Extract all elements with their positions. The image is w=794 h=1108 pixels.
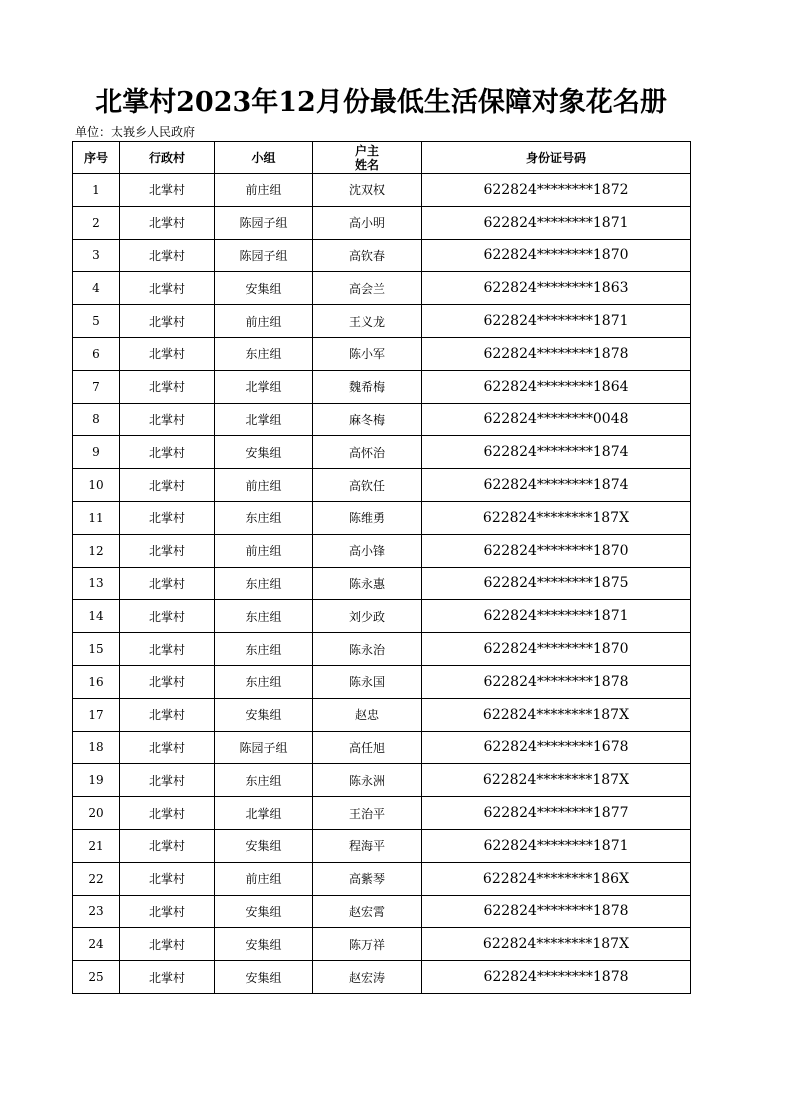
cell-name: 沈双权 xyxy=(313,174,422,207)
table-row xyxy=(73,731,691,764)
cell-name: 陈永国 xyxy=(313,665,422,698)
cell-village: 北掌村 xyxy=(120,436,215,469)
cell-id-number: 622824********187X xyxy=(422,698,691,731)
table-row xyxy=(73,764,691,797)
cell-village: 北掌村 xyxy=(120,272,215,305)
cell-id-number: 622824********1874 xyxy=(422,469,691,502)
cell-seq: 11 xyxy=(73,501,120,534)
table-row xyxy=(73,305,691,338)
cell-group: 陈园子组 xyxy=(215,239,313,272)
cell-seq: 21 xyxy=(73,829,120,862)
cell-village: 北掌村 xyxy=(120,665,215,698)
header-village: 行政村 xyxy=(120,142,215,174)
cell-village: 北掌村 xyxy=(120,829,215,862)
cell-village: 北掌村 xyxy=(120,403,215,436)
cell-village: 北掌村 xyxy=(120,337,215,370)
page-title: 北掌村2023年12月份最低生活保障对象花名册 xyxy=(95,87,667,118)
cell-group: 北掌组 xyxy=(215,797,313,830)
cell-name: 高钦春 xyxy=(313,239,422,272)
cell-seq: 22 xyxy=(73,862,120,895)
cell-village: 北掌村 xyxy=(120,764,215,797)
table-row xyxy=(73,206,691,239)
cell-group: 安集组 xyxy=(215,698,313,731)
cell-seq: 17 xyxy=(73,698,120,731)
table-row xyxy=(73,797,691,830)
cell-seq: 12 xyxy=(73,534,120,567)
cell-village: 北掌村 xyxy=(120,895,215,928)
cell-name: 陈永惠 xyxy=(313,567,422,600)
cell-village: 北掌村 xyxy=(120,698,215,731)
cell-group: 东庄组 xyxy=(215,764,313,797)
header-seq: 序号 xyxy=(73,142,120,174)
table-row xyxy=(73,567,691,600)
table-row xyxy=(73,961,691,994)
cell-name: 赵宏涛 xyxy=(313,961,422,994)
cell-name: 陈永治 xyxy=(313,633,422,666)
cell-village: 北掌村 xyxy=(120,305,215,338)
cell-group: 北掌组 xyxy=(215,403,313,436)
header-head-line1: 户主 xyxy=(354,143,379,158)
cell-group: 东庄组 xyxy=(215,501,313,534)
table-row xyxy=(73,928,691,961)
table-row xyxy=(73,665,691,698)
cell-id-number: 622824********187X xyxy=(422,501,691,534)
cell-id-number: 622824********1877 xyxy=(422,797,691,830)
cell-id-number: 622824********1863 xyxy=(422,272,691,305)
cell-seq: 1 xyxy=(73,174,120,207)
cell-id-number: 622824********1870 xyxy=(422,633,691,666)
cell-name: 陈小军 xyxy=(313,337,422,370)
cell-village: 北掌村 xyxy=(120,797,215,830)
cell-id-number: 622824********0048 xyxy=(422,403,691,436)
cell-name: 高钦任 xyxy=(313,469,422,502)
cell-seq: 13 xyxy=(73,567,120,600)
cell-id-number: 622824********187X xyxy=(422,764,691,797)
header-household-head xyxy=(313,142,422,174)
cell-name: 陈维勇 xyxy=(313,501,422,534)
table-row xyxy=(73,174,691,207)
cell-village: 北掌村 xyxy=(120,731,215,764)
cell-village: 北掌村 xyxy=(120,174,215,207)
cell-id-number: 622824********1870 xyxy=(422,534,691,567)
cell-group: 陈园子组 xyxy=(215,206,313,239)
cell-id-number: 622824********1878 xyxy=(422,961,691,994)
cell-village: 北掌村 xyxy=(120,469,215,502)
cell-name: 王义龙 xyxy=(313,305,422,338)
table-header-row xyxy=(73,142,691,174)
cell-group: 北掌组 xyxy=(215,370,313,403)
table-row xyxy=(73,829,691,862)
cell-group: 东庄组 xyxy=(215,665,313,698)
cell-seq: 7 xyxy=(73,370,120,403)
cell-name: 陈万祥 xyxy=(313,928,422,961)
cell-seq: 19 xyxy=(73,764,120,797)
cell-name: 麻冬梅 xyxy=(313,403,422,436)
header-group: 小组 xyxy=(215,142,313,174)
header-head-line2: 姓名 xyxy=(354,157,379,172)
cell-seq: 18 xyxy=(73,731,120,764)
table-row xyxy=(73,501,691,534)
cell-id-number: 622824********1874 xyxy=(422,436,691,469)
cell-seq: 20 xyxy=(73,797,120,830)
cell-name: 高小锋 xyxy=(313,534,422,567)
cell-name: 赵忠 xyxy=(313,698,422,731)
cell-group: 前庄组 xyxy=(215,534,313,567)
cell-group: 安集组 xyxy=(215,436,313,469)
cell-name: 程海平 xyxy=(313,829,422,862)
cell-group: 前庄组 xyxy=(215,862,313,895)
cell-group: 东庄组 xyxy=(215,567,313,600)
cell-seq: 14 xyxy=(73,600,120,633)
cell-name: 魏希梅 xyxy=(313,370,422,403)
table-row xyxy=(73,633,691,666)
table-row xyxy=(73,534,691,567)
cell-name: 高紫琴 xyxy=(313,862,422,895)
cell-name: 高会兰 xyxy=(313,272,422,305)
cell-village: 北掌村 xyxy=(120,501,215,534)
cell-group: 安集组 xyxy=(215,829,313,862)
cell-seq: 15 xyxy=(73,633,120,666)
table-row xyxy=(73,403,691,436)
cell-seq: 6 xyxy=(73,337,120,370)
cell-id-number: 622824********1871 xyxy=(422,206,691,239)
cell-seq: 3 xyxy=(73,239,120,272)
cell-group: 东庄组 xyxy=(215,633,313,666)
cell-id-number: 622824********1875 xyxy=(422,567,691,600)
cell-seq: 8 xyxy=(73,403,120,436)
table-body xyxy=(73,174,691,994)
cell-village: 北掌村 xyxy=(120,928,215,961)
cell-id-number: 622824********1872 xyxy=(422,174,691,207)
table-row xyxy=(73,895,691,928)
cell-group: 前庄组 xyxy=(215,469,313,502)
cell-village: 北掌村 xyxy=(120,633,215,666)
table-row xyxy=(73,239,691,272)
unit-label: 单位：太峩乡人民政府 xyxy=(75,125,196,139)
cell-group: 安集组 xyxy=(215,895,313,928)
cell-village: 北掌村 xyxy=(120,961,215,994)
table-row xyxy=(73,370,691,403)
cell-name: 刘少政 xyxy=(313,600,422,633)
cell-village: 北掌村 xyxy=(120,862,215,895)
cell-seq: 10 xyxy=(73,469,120,502)
cell-group: 东庄组 xyxy=(215,337,313,370)
table-row xyxy=(73,436,691,469)
cell-village: 北掌村 xyxy=(120,370,215,403)
cell-seq: 4 xyxy=(73,272,120,305)
cell-village: 北掌村 xyxy=(120,239,215,272)
cell-id-number: 622824********1871 xyxy=(422,305,691,338)
cell-name: 赵宏霄 xyxy=(313,895,422,928)
cell-group: 安集组 xyxy=(215,961,313,994)
table-row xyxy=(73,469,691,502)
cell-name: 高任旭 xyxy=(313,731,422,764)
cell-group: 安集组 xyxy=(215,928,313,961)
cell-village: 北掌村 xyxy=(120,206,215,239)
cell-village: 北掌村 xyxy=(120,567,215,600)
cell-seq: 16 xyxy=(73,665,120,698)
cell-id-number: 622824********1871 xyxy=(422,829,691,862)
cell-seq: 25 xyxy=(73,961,120,994)
cell-name: 高怀治 xyxy=(313,436,422,469)
cell-group: 前庄组 xyxy=(215,174,313,207)
cell-group: 陈园子组 xyxy=(215,731,313,764)
cell-id-number: 622824********1864 xyxy=(422,370,691,403)
cell-id-number: 622824********1871 xyxy=(422,600,691,633)
cell-seq: 2 xyxy=(73,206,120,239)
cell-name: 王治平 xyxy=(313,797,422,830)
cell-name: 高小明 xyxy=(313,206,422,239)
cell-seq: 5 xyxy=(73,305,120,338)
cell-seq: 9 xyxy=(73,436,120,469)
cell-id-number: 622824********1878 xyxy=(422,895,691,928)
cell-group: 前庄组 xyxy=(215,305,313,338)
table-row xyxy=(73,698,691,731)
cell-seq: 24 xyxy=(73,928,120,961)
table-row xyxy=(73,272,691,305)
cell-name: 陈永洲 xyxy=(313,764,422,797)
header-id-number: 身份证号码 xyxy=(422,142,691,174)
cell-id-number: 622824********1870 xyxy=(422,239,691,272)
cell-group: 安集组 xyxy=(215,272,313,305)
table-row xyxy=(73,600,691,633)
table-row xyxy=(73,337,691,370)
cell-group: 东庄组 xyxy=(215,600,313,633)
cell-id-number: 622824********1878 xyxy=(422,665,691,698)
cell-id-number: 622824********1878 xyxy=(422,337,691,370)
table-row xyxy=(73,862,691,895)
roster-table xyxy=(72,141,691,994)
cell-village: 北掌村 xyxy=(120,534,215,567)
cell-village: 北掌村 xyxy=(120,600,215,633)
cell-id-number: 622824********1678 xyxy=(422,731,691,764)
cell-seq: 23 xyxy=(73,895,120,928)
cell-id-number: 622824********187X xyxy=(422,928,691,961)
cell-id-number: 622824********186X xyxy=(422,862,691,895)
